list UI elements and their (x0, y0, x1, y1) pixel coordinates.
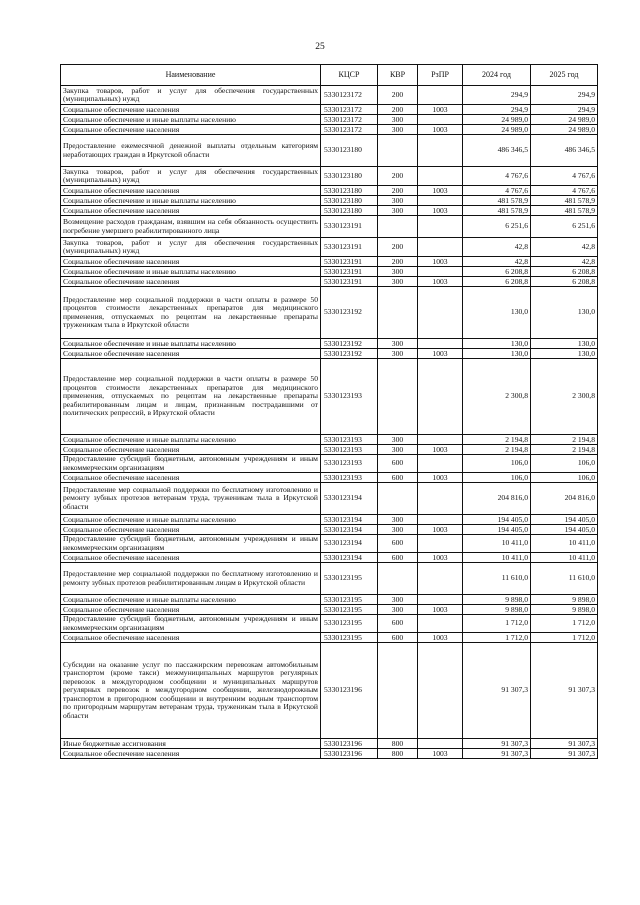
cell-2025: 24 989,0 (531, 125, 598, 135)
cell-kcsr: 5330123180 (321, 196, 378, 206)
cell-2025: 4 767,6 (531, 186, 598, 196)
cell-2024: 130,0 (463, 339, 531, 349)
cell-2025: 1 712,0 (531, 615, 598, 633)
table-row (61, 739, 598, 749)
cell-name: Социальное обеспечение населения (61, 186, 321, 196)
cell-2025: 11 610,0 (531, 563, 598, 595)
cell-kvr: 600 (378, 535, 418, 553)
cell-name: Предоставление мер социальной поддержки в части оплаты в размере 50 процентов стоимости лекарственных препаратов для медицинского применения, отпускаемых по рецептам на лекарственные препараты труженикам тыла в Иркутской области (61, 287, 321, 339)
cell-name: Социальное обеспечение населения (61, 349, 321, 359)
cell-rzpr (418, 238, 463, 257)
cell-rzpr (418, 135, 463, 167)
cell-rzpr (418, 216, 463, 238)
cell-2025: 10 411,0 (531, 535, 598, 553)
cell-2025: 1 712,0 (531, 633, 598, 643)
cell-name: Социальное обеспечение и иные выплаты населению (61, 435, 321, 445)
cell-rzpr (418, 435, 463, 445)
cell-kvr (378, 287, 418, 339)
cell-name: Закупка товаров, работ и услуг для обеспечения государственных (муниципальных) нужд (61, 167, 321, 186)
cell-2024: 11 610,0 (463, 563, 531, 595)
cell-kvr: 600 (378, 473, 418, 483)
cell-2024: 486 346,5 (463, 135, 531, 167)
cell-2025: 294,9 (531, 105, 598, 115)
cell-rzpr (418, 595, 463, 605)
cell-2025: 486 346,5 (531, 135, 598, 167)
cell-rzpr: 1003 (418, 105, 463, 115)
cell-kcsr: 5330123194 (321, 515, 378, 525)
cell-2025: 106,0 (531, 455, 598, 473)
cell-kvr (378, 483, 418, 515)
cell-2024: 6 251,6 (463, 216, 531, 238)
cell-kcsr: 5330123192 (321, 287, 378, 339)
cell-name: Социальное обеспечение населения (61, 749, 321, 759)
cell-kcsr: 5330123191 (321, 267, 378, 277)
cell-name: Социальное обеспечение населения (61, 473, 321, 483)
cell-name: Социальное обеспечение и иные выплаты населению (61, 339, 321, 349)
cell-2025: 10 411,0 (531, 553, 598, 563)
cell-kvr: 300 (378, 349, 418, 359)
table-row (61, 359, 598, 435)
cell-kcsr: 5330123191 (321, 277, 378, 287)
cell-rzpr (418, 615, 463, 633)
cell-2024: 91 307,3 (463, 749, 531, 759)
table-row (61, 287, 598, 339)
cell-kvr (378, 216, 418, 238)
cell-2024: 1 712,0 (463, 615, 531, 633)
cell-name: Иные бюджетные ассигнования (61, 739, 321, 749)
cell-name: Возмещение расходов гражданам, взявшим на себя обязанность осуществить погребение умершего реабилитированного лица (61, 216, 321, 238)
cell-rzpr (418, 86, 463, 105)
column-header-2024: 2024 год (463, 65, 531, 86)
table-row (61, 445, 598, 455)
cell-name: Социальное обеспечение населения (61, 445, 321, 455)
cell-kcsr: 5330123195 (321, 633, 378, 643)
cell-rzpr: 1003 (418, 605, 463, 615)
table-row (61, 115, 598, 125)
cell-kcsr: 5330123193 (321, 445, 378, 455)
cell-name: Социальное обеспечение населения (61, 633, 321, 643)
cell-kcsr: 5330123191 (321, 238, 378, 257)
cell-name: Социальное обеспечение населения (61, 553, 321, 563)
cell-name: Социальное обеспечение населения (61, 605, 321, 615)
cell-kvr: 200 (378, 105, 418, 115)
cell-kcsr: 5330123180 (321, 167, 378, 186)
cell-rzpr: 1003 (418, 206, 463, 216)
cell-rzpr (418, 196, 463, 206)
column-header-kcsr: КЦСР (321, 65, 378, 86)
cell-rzpr (418, 535, 463, 553)
table-row (61, 135, 598, 167)
cell-rzpr (418, 455, 463, 473)
cell-kcsr: 5330123172 (321, 115, 378, 125)
cell-kvr (378, 135, 418, 167)
cell-2025: 2 194,8 (531, 445, 598, 455)
cell-kvr: 300 (378, 339, 418, 349)
cell-kvr: 600 (378, 615, 418, 633)
column-header-name: Наименование (61, 65, 321, 86)
cell-kvr: 600 (378, 553, 418, 563)
cell-name: Социальное обеспечение населения (61, 206, 321, 216)
cell-2025: 4 767,6 (531, 167, 598, 186)
table-row (61, 515, 598, 525)
cell-rzpr (418, 739, 463, 749)
cell-kvr: 300 (378, 277, 418, 287)
table-row (61, 473, 598, 483)
cell-2024: 294,9 (463, 105, 531, 115)
cell-rzpr (418, 515, 463, 525)
cell-kcsr: 5330123192 (321, 349, 378, 359)
cell-2025: 204 816,0 (531, 483, 598, 515)
cell-kcsr: 5330123195 (321, 605, 378, 615)
cell-2024: 194 405,0 (463, 515, 531, 525)
table-row (61, 105, 598, 115)
cell-2024: 106,0 (463, 455, 531, 473)
cell-kvr: 800 (378, 739, 418, 749)
cell-2025: 6 208,8 (531, 277, 598, 287)
cell-2025: 130,0 (531, 349, 598, 359)
cell-rzpr: 1003 (418, 445, 463, 455)
table-row (61, 206, 598, 216)
cell-name: Предоставление мер социальной поддержки по бесплатному изготовлению и ремонту зубных протезов реабилитированным лицам в Иркутской области (61, 563, 321, 595)
cell-2024: 2 194,8 (463, 435, 531, 445)
cell-name: Закупка товаров, работ и услуг для обеспечения государственных (муниципальных) нужд (61, 238, 321, 257)
table-row (61, 563, 598, 595)
cell-2025: 481 578,9 (531, 206, 598, 216)
cell-2025: 6 208,8 (531, 267, 598, 277)
cell-name: Социальное обеспечение и иные выплаты населению (61, 595, 321, 605)
cell-kcsr: 5330123196 (321, 739, 378, 749)
cell-2024: 91 307,3 (463, 643, 531, 739)
cell-kvr: 300 (378, 435, 418, 445)
table-row (61, 605, 598, 615)
cell-2025: 2 300,8 (531, 359, 598, 435)
cell-kcsr: 5330123180 (321, 206, 378, 216)
cell-2025: 130,0 (531, 339, 598, 349)
cell-rzpr (418, 339, 463, 349)
cell-rzpr (418, 483, 463, 515)
cell-name: Социальное обеспечение населения (61, 277, 321, 287)
cell-name: Социальное обеспечение населения (61, 525, 321, 535)
page-number: 25 (315, 42, 325, 52)
cell-kcsr: 5330123180 (321, 135, 378, 167)
cell-2024: 4 767,6 (463, 186, 531, 196)
table-row (61, 257, 598, 267)
cell-kcsr: 5330123195 (321, 563, 378, 595)
cell-kvr: 300 (378, 196, 418, 206)
cell-2025: 294,9 (531, 86, 598, 105)
cell-kvr: 800 (378, 749, 418, 759)
cell-kvr: 300 (378, 525, 418, 535)
cell-2024: 6 208,8 (463, 267, 531, 277)
table-row (61, 455, 598, 473)
table-row (61, 615, 598, 633)
cell-2024: 24 989,0 (463, 125, 531, 135)
cell-2024: 294,9 (463, 86, 531, 105)
cell-2024: 24 989,0 (463, 115, 531, 125)
cell-rzpr (418, 115, 463, 125)
cell-kvr: 200 (378, 167, 418, 186)
cell-name: Предоставление субсидий бюджетным, автономным учреждениям и иным некоммерческим организациям (61, 535, 321, 553)
cell-2024: 4 767,6 (463, 167, 531, 186)
cell-kvr: 600 (378, 455, 418, 473)
cell-2024: 130,0 (463, 287, 531, 339)
table-row (61, 349, 598, 359)
cell-2024: 9 898,0 (463, 595, 531, 605)
cell-name: Закупка товаров, работ и услуг для обеспечения государственных (муниципальных) нужд (61, 86, 321, 105)
table-row (61, 186, 598, 196)
cell-kcsr: 5330123193 (321, 473, 378, 483)
table-row (61, 595, 598, 605)
cell-rzpr: 1003 (418, 349, 463, 359)
cell-kcsr: 5330123196 (321, 749, 378, 759)
cell-rzpr (418, 287, 463, 339)
cell-2025: 194 405,0 (531, 515, 598, 525)
cell-kvr (378, 643, 418, 739)
cell-rzpr: 1003 (418, 553, 463, 563)
cell-kvr: 200 (378, 186, 418, 196)
table-row (61, 86, 598, 105)
cell-kvr (378, 563, 418, 595)
cell-kcsr: 5330123193 (321, 455, 378, 473)
table-row (61, 553, 598, 563)
cell-rzpr: 1003 (418, 257, 463, 267)
cell-2024: 194 405,0 (463, 525, 531, 535)
table-row (61, 216, 598, 238)
cell-kvr: 300 (378, 206, 418, 216)
cell-name: Предоставление субсидий бюджетным, автономным учреждениям и иным некоммерческим организациям (61, 615, 321, 633)
table-header-row (61, 65, 598, 86)
cell-2024: 10 411,0 (463, 553, 531, 563)
budget-table (60, 64, 598, 759)
cell-kcsr: 5330123192 (321, 339, 378, 349)
cell-kcsr: 5330123193 (321, 359, 378, 435)
cell-2025: 91 307,3 (531, 739, 598, 749)
cell-2024: 2 194,8 (463, 445, 531, 455)
cell-rzpr (418, 643, 463, 739)
table-row (61, 339, 598, 349)
cell-2025: 6 251,6 (531, 216, 598, 238)
cell-kvr: 300 (378, 445, 418, 455)
column-header-rzpr: РзПР (418, 65, 463, 86)
cell-2025: 481 578,9 (531, 196, 598, 206)
column-header-2025: 2025 год (531, 65, 598, 86)
table-row (61, 749, 598, 759)
cell-rzpr: 1003 (418, 186, 463, 196)
table-row (61, 633, 598, 643)
cell-kcsr: 5330123172 (321, 86, 378, 105)
cell-2025: 91 307,3 (531, 749, 598, 759)
column-header-kvr: КВР (378, 65, 418, 86)
cell-2024: 91 307,3 (463, 739, 531, 749)
cell-2024: 42,8 (463, 238, 531, 257)
cell-rzpr: 1003 (418, 473, 463, 483)
cell-kcsr: 5330123194 (321, 525, 378, 535)
cell-kcsr: 5330123194 (321, 483, 378, 515)
cell-kvr: 200 (378, 86, 418, 105)
cell-kcsr: 5330123196 (321, 643, 378, 739)
cell-2024: 204 816,0 (463, 483, 531, 515)
cell-kvr (378, 359, 418, 435)
cell-2024: 130,0 (463, 349, 531, 359)
table-row (61, 525, 598, 535)
cell-rzpr: 1003 (418, 277, 463, 287)
cell-name: Социальное обеспечение населения (61, 257, 321, 267)
cell-2024: 481 578,9 (463, 206, 531, 216)
cell-2025: 9 898,0 (531, 595, 598, 605)
cell-2024: 42,8 (463, 257, 531, 267)
cell-rzpr (418, 563, 463, 595)
cell-2025: 24 989,0 (531, 115, 598, 125)
cell-name: Предоставление ежемесячной денежной выплаты отдельным категориям неработающих граждан в Иркутской области (61, 135, 321, 167)
cell-kcsr: 5330123194 (321, 535, 378, 553)
cell-kcsr: 5330123195 (321, 615, 378, 633)
cell-name: Социальное обеспечение и иные выплаты населению (61, 515, 321, 525)
cell-kcsr: 5330123193 (321, 435, 378, 445)
cell-2025: 9 898,0 (531, 605, 598, 615)
cell-kcsr: 5330123191 (321, 216, 378, 238)
table-row (61, 196, 598, 206)
cell-2024: 1 712,0 (463, 633, 531, 643)
cell-rzpr: 1003 (418, 525, 463, 535)
cell-rzpr: 1003 (418, 125, 463, 135)
cell-2025: 2 194,8 (531, 435, 598, 445)
cell-kcsr: 5330123172 (321, 105, 378, 115)
cell-rzpr (418, 167, 463, 186)
cell-kvr: 200 (378, 257, 418, 267)
cell-name: Предоставление субсидий бюджетным, автономным учреждениям и иным некоммерческим организациям (61, 455, 321, 473)
cell-2025: 106,0 (531, 473, 598, 483)
table-row (61, 643, 598, 739)
cell-kvr: 300 (378, 515, 418, 525)
cell-kcsr: 5330123194 (321, 553, 378, 563)
cell-name: Предоставление мер социальной поддержки в части оплаты в размере 50 процентов стоимости лекарственных препаратов для медицинского применения, отпускаемых по рецептам на лекарственные препараты реабилитированным лицам и лицам, признанным пострадавшими от политических репрессий, в Иркутской области (61, 359, 321, 435)
cell-rzpr (418, 267, 463, 277)
cell-kvr: 300 (378, 605, 418, 615)
cell-2025: 194 405,0 (531, 525, 598, 535)
cell-name: Предоставление мер социальной поддержки по бесплатному изготовлению и ремонту зубных протезов ветеранам труда, труженикам тыла в Иркутской области (61, 483, 321, 515)
cell-kvr: 300 (378, 267, 418, 277)
cell-kvr: 600 (378, 633, 418, 643)
table-row (61, 167, 598, 186)
table-row (61, 267, 598, 277)
table-row (61, 125, 598, 135)
cell-kvr: 300 (378, 595, 418, 605)
cell-rzpr: 1003 (418, 749, 463, 759)
cell-kvr: 300 (378, 125, 418, 135)
cell-2025: 42,8 (531, 257, 598, 267)
cell-kcsr: 5330123172 (321, 125, 378, 135)
cell-kcsr: 5330123191 (321, 257, 378, 267)
cell-name: Социальное обеспечение и иные выплаты населению (61, 267, 321, 277)
cell-kvr: 200 (378, 238, 418, 257)
cell-kvr: 300 (378, 115, 418, 125)
cell-rzpr: 1003 (418, 633, 463, 643)
cell-2024: 9 898,0 (463, 605, 531, 615)
table-body (61, 86, 598, 759)
cell-2024: 2 300,8 (463, 359, 531, 435)
cell-rzpr (418, 359, 463, 435)
cell-2025: 42,8 (531, 238, 598, 257)
cell-2025: 130,0 (531, 287, 598, 339)
table-row (61, 277, 598, 287)
cell-kcsr: 5330123195 (321, 595, 378, 605)
cell-name: Социальное обеспечение и иные выплаты населению (61, 196, 321, 206)
cell-2024: 481 578,9 (463, 196, 531, 206)
cell-kcsr: 5330123180 (321, 186, 378, 196)
cell-2025: 91 307,3 (531, 643, 598, 739)
table-row (61, 483, 598, 515)
table-row (61, 435, 598, 445)
cell-name: Социальное обеспечение населения (61, 105, 321, 115)
cell-2024: 6 208,8 (463, 277, 531, 287)
table-row (61, 238, 598, 257)
cell-2024: 10 411,0 (463, 535, 531, 553)
cell-name: Субсидии на оказание услуг по пассажирским перевозкам автомобильным транспортом (кроме такси) межмуниципальных маршрутов регулярных перевозок в междугородном сообщении и муниципальных маршрутов регулярных перевозок в междугородном сообщении, железнодорожным транспортом в пригородном сообщении и внутренним водным транспортом по пригородным маршрутам ветеранам труда, труженикам тыла в Иркутской области (61, 643, 321, 739)
cell-2024: 106,0 (463, 473, 531, 483)
cell-name: Социальное обеспечение населения (61, 125, 321, 135)
cell-name: Социальное обеспечение и иные выплаты населению (61, 115, 321, 125)
table-row (61, 535, 598, 553)
